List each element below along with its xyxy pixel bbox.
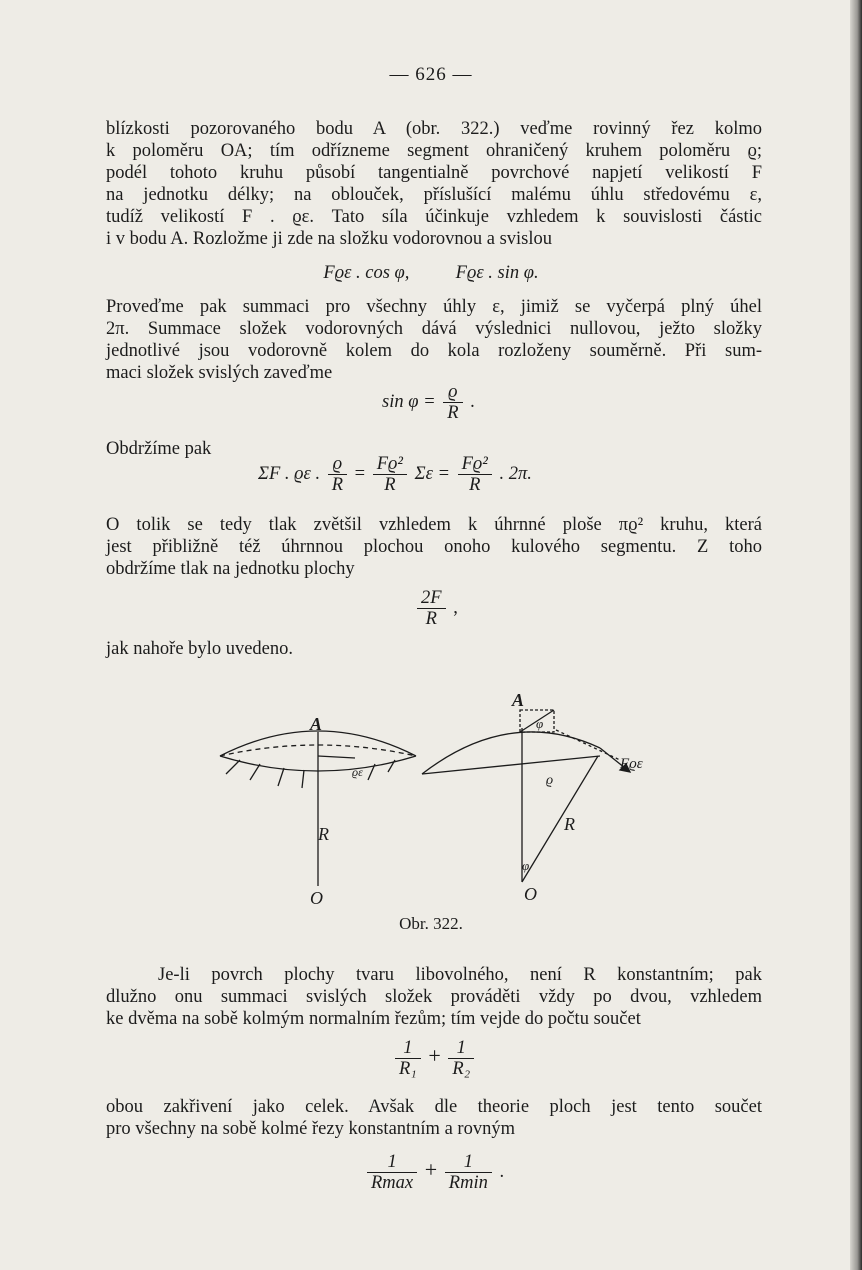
fraction-denominator: Rmax bbox=[371, 1173, 414, 1193]
fraction-denominator: R bbox=[384, 475, 396, 495]
jak-line bbox=[106, 638, 762, 660]
paragraph-1-line: k poloměru OA; tím odřízneme segment ohraničený kruhem poloměru ϱ; bbox=[106, 141, 762, 161]
rim-radius bbox=[318, 756, 355, 758]
label-phi-low: φ bbox=[522, 858, 530, 873]
equation-summation bbox=[258, 454, 532, 495]
paragraph-1-line: blízkosti pozorovaného bodu A (obr. 322.) veďme rovinný řez kolmo bbox=[106, 119, 762, 139]
equals-sign: = bbox=[354, 463, 366, 484]
fraction-denominator: R₂ bbox=[452, 1059, 471, 1079]
paragraph-3 bbox=[106, 514, 762, 580]
label-rho: ϱ bbox=[546, 773, 554, 788]
fraction-denominator: R bbox=[425, 609, 437, 629]
fraction-numerator: 2F bbox=[417, 588, 446, 609]
fraction-numerator: 1 bbox=[448, 1038, 474, 1059]
fraction bbox=[367, 1152, 417, 1193]
paragraph-2-line: jednotlivé jsou vodorovně kolem do kola rozloženy souměrně. Při sum- bbox=[106, 341, 762, 361]
fraction bbox=[445, 1152, 492, 1193]
fraction-numerator: Fϱ² bbox=[373, 454, 407, 475]
fraction-denominator: Rmin bbox=[448, 1173, 488, 1193]
fraction-denominator: R bbox=[331, 475, 344, 495]
plus-sign: + bbox=[428, 1042, 441, 1068]
paragraph-1-line: tudíž velikostí F . ϱε. Tato síla účinkuje vzhledem k souvislosti částic bbox=[106, 207, 762, 227]
paragraph-4-line: ke dvěma na sobě kolmým normalním řezům; tím vejde do počtu součet bbox=[106, 1009, 641, 1029]
fraction-denominator: R bbox=[447, 403, 459, 423]
fraction-numerator: ϱ bbox=[328, 454, 347, 475]
paragraph-4-line: Je-li povrch plochy tvaru libovolného, není R konstantním; pak bbox=[158, 965, 762, 985]
paragraph-4-line: dlužno onu summaci svislých složek prováděti vždy po dvou, vzhledem bbox=[106, 987, 762, 1007]
label-R-left: R bbox=[318, 824, 329, 844]
page-edge bbox=[850, 0, 862, 1270]
equation-curvature-sum bbox=[392, 1038, 477, 1079]
equation-principal-curvatures bbox=[364, 1152, 504, 1193]
fraction-denominator: R bbox=[469, 475, 481, 495]
label-F-rho-eps: Fϱε bbox=[620, 756, 643, 772]
force-arrow bbox=[250, 764, 260, 780]
fraction-numerator: ϱ bbox=[443, 382, 462, 403]
paragraph-1-line: na jednotku délky; na oblouček, příslušící malému úhlu středovému ε, bbox=[106, 185, 762, 205]
equation-middle: Σε = bbox=[414, 463, 450, 484]
plus-sign: + bbox=[424, 1156, 438, 1182]
figure-caption: Obr. 322. bbox=[399, 914, 463, 933]
force-arrow bbox=[302, 770, 304, 788]
figure-322 bbox=[200, 686, 680, 913]
fraction-numerator: 1 bbox=[445, 1152, 492, 1173]
fraction bbox=[417, 588, 446, 629]
fraction-numerator: 1 bbox=[395, 1038, 421, 1059]
label-rho-eps-left: ϱε bbox=[352, 765, 363, 779]
equation-sin-phi bbox=[382, 382, 475, 423]
label-R-right: R bbox=[564, 814, 575, 834]
force-arrow bbox=[278, 768, 284, 786]
equation-tail: . 2π. bbox=[499, 463, 532, 484]
equation-tail: . bbox=[499, 1161, 505, 1182]
paragraph-3-line: jest přibližně též úhrnnou plochou onoho kulového segmentu. Z toho bbox=[106, 537, 762, 557]
fraction-denominator: R₁ bbox=[399, 1059, 417, 1079]
fraction bbox=[395, 1038, 421, 1079]
paragraph-2-line: 2π. Summace složek vodorovných dává výslednici nullovou, ježto složky bbox=[106, 319, 762, 339]
paragraph-5-line: pro všechny na sobě kolmé řezy konstantním a rovným bbox=[106, 1119, 515, 1139]
paragraph-1-line: i v bodu A. Rozložme ji zde na složku vodorovnou a svislou bbox=[106, 229, 552, 249]
page-number: — 626 — bbox=[389, 64, 473, 85]
label-phi-top: φ bbox=[536, 716, 544, 731]
fraction-numerator: 1 bbox=[367, 1152, 417, 1173]
paragraph-2 bbox=[106, 296, 762, 384]
paragraph-5-line: obou zakřivení jako celek. Avšak dle theorie ploch jest tento součet bbox=[106, 1097, 762, 1117]
paragraph-3-line: O tolik se tedy tlak zvětšil vzhledem k úhrnné ploše πϱ² kruhu, která bbox=[106, 515, 762, 535]
equation-pressure bbox=[414, 588, 458, 629]
force-arrow bbox=[388, 760, 395, 772]
jak-text: jak nahoře bylo uvedeno. bbox=[106, 639, 293, 659]
label-O-left: O bbox=[310, 888, 323, 908]
fraction bbox=[458, 454, 492, 495]
obdrzime-text: Obdržíme pak bbox=[106, 439, 212, 459]
paragraph-5 bbox=[106, 1096, 762, 1140]
equation-tail: , bbox=[453, 597, 458, 618]
label-A-left: A bbox=[310, 714, 323, 734]
paragraph-4 bbox=[106, 964, 762, 1030]
fraction bbox=[373, 454, 407, 495]
paragraph-1-line: podél tohoto kruhu působí tangentialně povrchové napjetí velikostí F bbox=[106, 163, 762, 183]
paragraph-2-line: Proveďme pak summaci pro všechny úhly ε, jimiž se vyčerpá plný úhel bbox=[106, 297, 762, 317]
fraction bbox=[443, 382, 462, 423]
label-A-right: A bbox=[512, 690, 525, 710]
radius-line-right bbox=[522, 756, 598, 882]
equation-tail: . bbox=[470, 391, 475, 412]
paragraph-2-line: maci složek svislých zaveďme bbox=[106, 363, 333, 383]
equation-lhs: ΣF . ϱε . bbox=[258, 463, 321, 484]
equation-components: Fϱε . cos φ, Fϱε . sin φ. bbox=[323, 263, 539, 283]
equation-lhs: sin φ = bbox=[382, 391, 436, 412]
figure-drawing bbox=[200, 686, 680, 908]
label-O-right: O bbox=[524, 884, 537, 904]
fraction-numerator: Fϱ² bbox=[458, 454, 492, 475]
fraction bbox=[328, 454, 347, 495]
paragraph-1 bbox=[106, 118, 762, 250]
force-arrow bbox=[226, 760, 240, 774]
paragraph-3-line: obdržíme tlak na jednotku plochy bbox=[106, 559, 355, 579]
fraction bbox=[448, 1038, 474, 1079]
chord-line bbox=[422, 756, 600, 774]
